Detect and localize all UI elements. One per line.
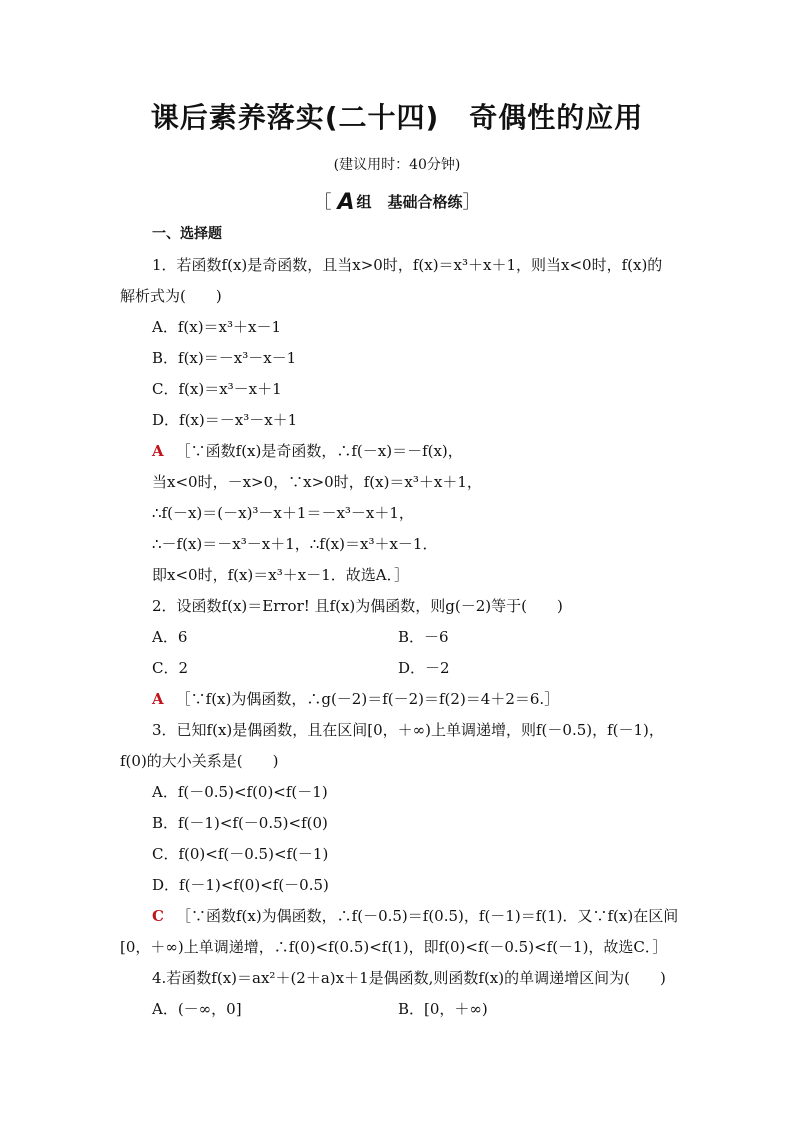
q2-option-b: B．－6 (398, 628, 449, 646)
q3-stem-line-2: f(0)的大小关系是( ) (120, 752, 279, 770)
q1-solution-line-3: ∴f(－x)＝(－x)³－x＋1＝－x³－x＋1， (152, 504, 414, 522)
q2-option-c: C．2 (152, 659, 189, 677)
bracket-left: ［ (313, 192, 332, 213)
title-topic: 奇偶性的应用 (469, 101, 644, 134)
title-main: 课后素养落实(二十四) (150, 101, 440, 134)
q2-solution-line-1: A ［∵f(x)为偶函数，∴g(－2)＝f(－2)＝f(2)＝4＋2＝6.］ (152, 690, 560, 708)
group-label: 基础合格练 (387, 193, 463, 211)
group-letter: A (337, 190, 355, 215)
q1-option-c: C．f(x)＝x³－x＋1 (152, 380, 282, 398)
q2-option-d: D．－2 (398, 659, 450, 677)
q3-option-c: C．f(0)<f(－0.5)<f(－1) (152, 845, 329, 863)
q3-solution-line-1: C ［∵函数f(x)为偶函数，∴f(－0.5)＝f(0.5)，f(－1)＝f(1)．又∵f(x)在区间 (152, 907, 679, 925)
q3-answer: C (152, 907, 164, 925)
q1-option-d: D．f(x)＝－x³－x＋1 (152, 411, 298, 429)
section-title: 一、选择题 (152, 226, 222, 242)
time-hint: (建议用时：40分钟) (333, 157, 461, 173)
q3-option-a: A．f(－0.5)<f(0)<f(－1) (152, 783, 328, 801)
q1-stem-line-2: 解析式为( ) (120, 287, 222, 305)
q1-option-a: A．f(x)＝x³＋x－1 (152, 318, 282, 336)
q1-solution-line-1: A ［∵函数f(x)是奇函数，∴f(－x)＝－f(x)， (152, 442, 463, 460)
q1-solution-line-4: ∴－f(x)＝－x³－x＋1，∴f(x)＝x³＋x－1． (152, 535, 438, 553)
q3-option-b: B．f(－1)<f(－0.5)<f(0) (152, 814, 328, 832)
q1-solution-line-5: 即x<0时，f(x)＝x³＋x－1．故选A．］ (152, 566, 410, 584)
q1-stem-line-1: 1．若函数f(x)是奇函数，且当x>0时，f(x)＝x³＋x＋1，则当x<0时，f(x)的 (152, 256, 663, 274)
group-heading (0, 188, 794, 215)
q3-stem-line-1: 3．已知f(x)是偶函数，且在区间[0，＋∞)上单调递增，则f(－0.5)，f(－1)， (152, 721, 664, 739)
bracket-right: ］ (462, 192, 481, 213)
q2-stem-line-1: 2．设函数f(x)＝Error! 且f(x)为偶函数，则g(－2)等于( ) (152, 597, 563, 615)
q1-solution-line-2: 当x<0时，－x>0，∵x>0时，f(x)＝x³＋x＋1， (152, 473, 482, 491)
page-title (0, 96, 794, 136)
q4-stem-line-1: 4.若函数f(x)＝ax²＋(2＋a)x＋1是偶函数,则函数f(x)的单调递增区间为( ) (152, 969, 666, 987)
q1-answer: A (152, 442, 164, 460)
q4-option-a: A．(－∞，0] (152, 1000, 242, 1018)
q4-option-b: B．[0，＋∞) (398, 1000, 488, 1018)
q1-option-b: B．f(x)＝－x³－x－1 (152, 349, 297, 367)
group-name: 组 (356, 193, 372, 211)
q3-option-d: D．f(－1)<f(0)<f(－0.5) (152, 876, 329, 894)
q2-option-a: A．6 (152, 628, 188, 646)
q3-solution-line-2: [0，＋∞)上单调递增，∴f(0)<f(0.5)<f(1)，即f(0)<f(－0.5)<f(－1)，故选C．］ (120, 938, 668, 956)
q2-answer: A (152, 690, 164, 708)
